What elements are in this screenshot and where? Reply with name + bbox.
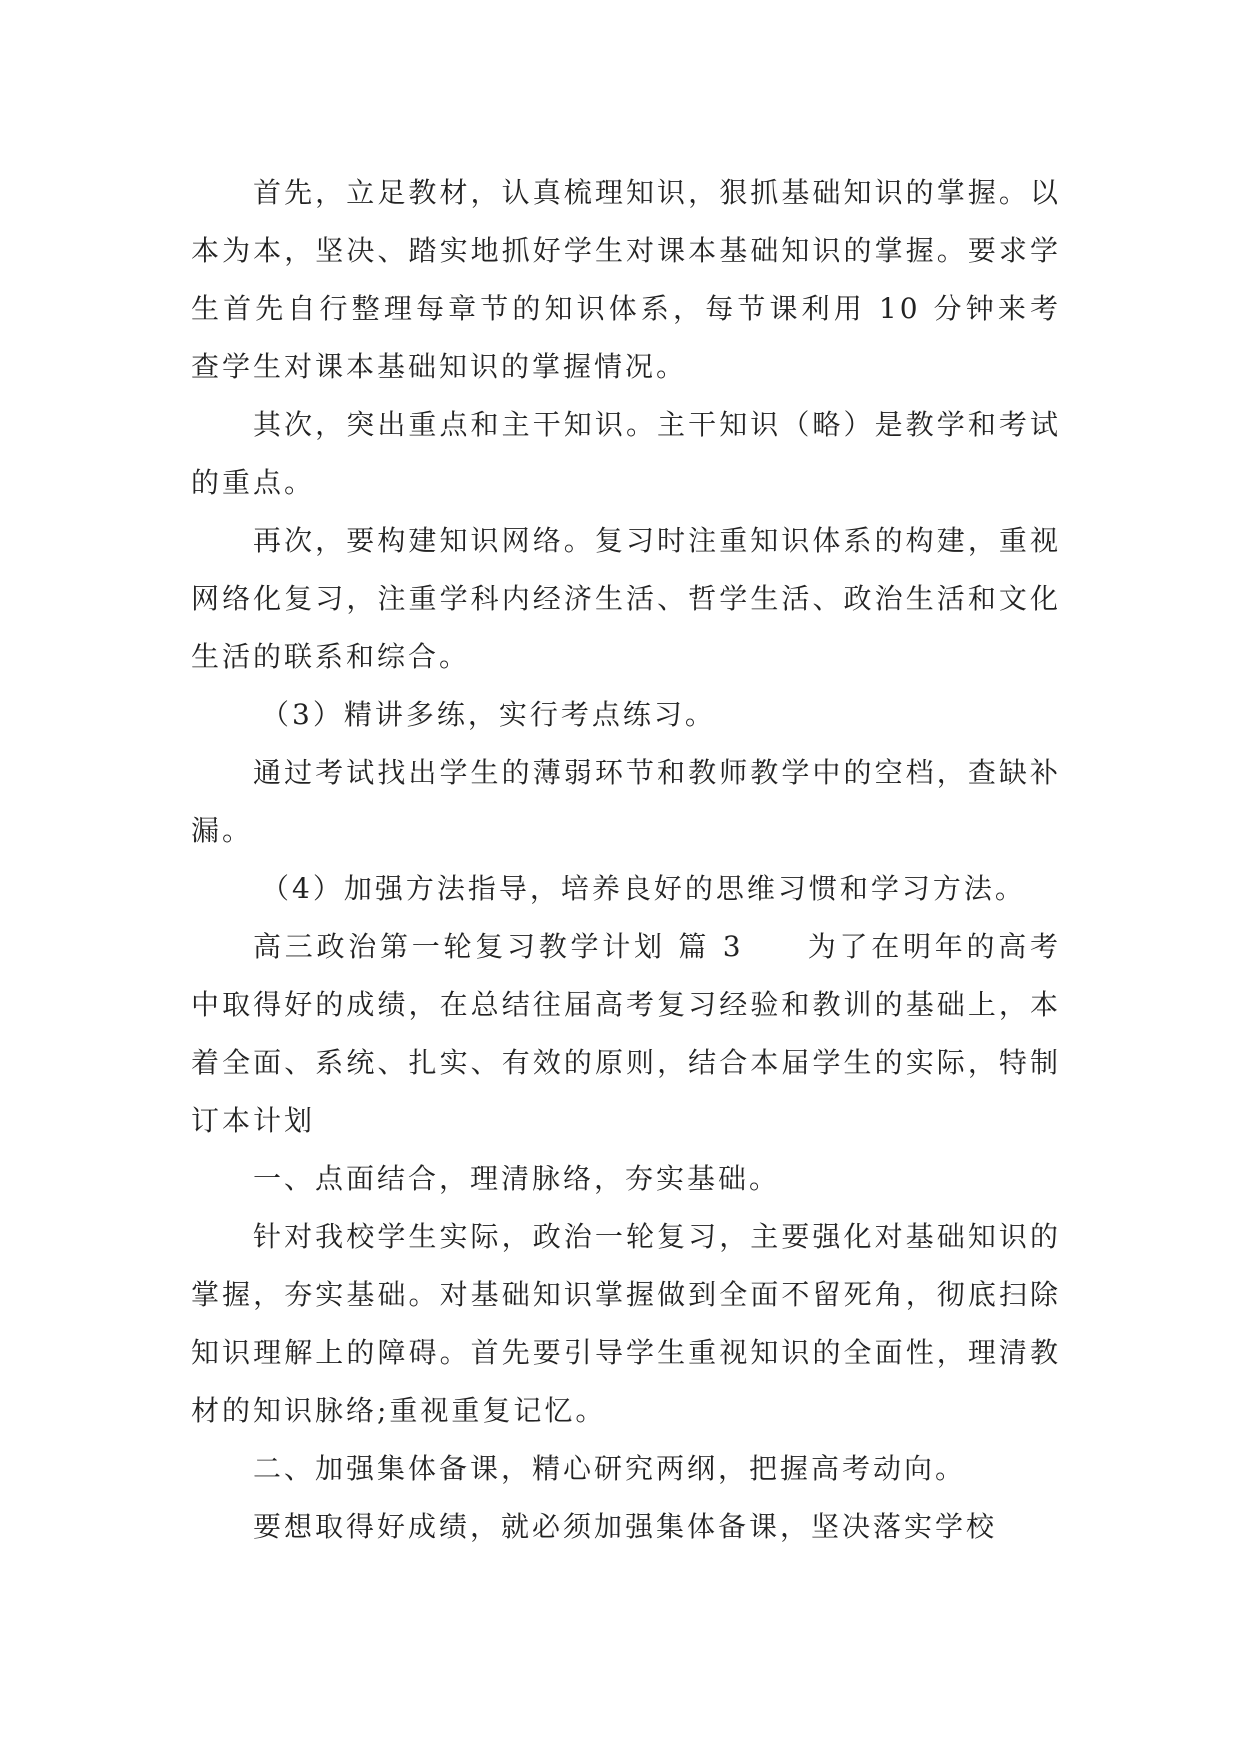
paragraph-plan-3-intro: 高三政治第一轮复习教学计划 篇 3 为了在明年的高考中取得好的成绩，在总结往届高考复习经验和教训的基础上，本着全面、系统、扎实、有效的原则，结合本届学生的实际，特制订本计划 (191, 930, 1061, 1137)
section-heading-1: 一、点面结合，理清脉络，夯实基础。 (253, 1162, 781, 1195)
paragraph-key-knowledge: 其次，突出重点和主干知识。主干知识（略）是教学和考试的重点。 (191, 408, 1061, 499)
paragraph-section-1-body: 针对我校学生实际，政治一轮复习，主要强化对基础知识的掌握，夯实基础。对基础知识掌握做到全面不留死角，彻底扫除知识理解上的障碍。首先要引导学生重视知识的全面性，理清教材的知识脉络;重视重复记忆。 (191, 1220, 1061, 1427)
document-body (191, 164, 1061, 1556)
paragraph-section-2-body: 要想取得好成绩，就必须加强集体备课，坚决落实学校 (253, 1510, 998, 1543)
paragraph-knowledge-network: 再次，要构建知识网络。复习时注重知识体系的构建，重视网络化复习，注重学科内经济生活、哲学生活、政治生活和文化生活的联系和综合。 (191, 524, 1061, 673)
paragraph-item-3: （3）精讲多练，实行考点练习。 (261, 698, 716, 731)
section-heading-2: 二、加强集体备课，精心研究两纲，把握高考动向。 (253, 1452, 967, 1485)
paragraph-exam-gaps: 通过考试找出学生的薄弱环节和教师教学中的空档，查缺补漏。 (191, 756, 1061, 847)
paragraph-foundation-knowledge: 首先，立足教材，认真梳理知识，狠抓基础知识的掌握。以本为本，坚决、踏实地抓好学生对课本基础知识的掌握。要求学生首先自行整理每章节的知识体系，每节课利用 10 分钟来考查学生对课本基础知识的掌握情况。 (191, 176, 1061, 383)
paragraph-item-4: （4）加强方法指导，培养良好的思维习惯和学习方法。 (261, 872, 1026, 905)
